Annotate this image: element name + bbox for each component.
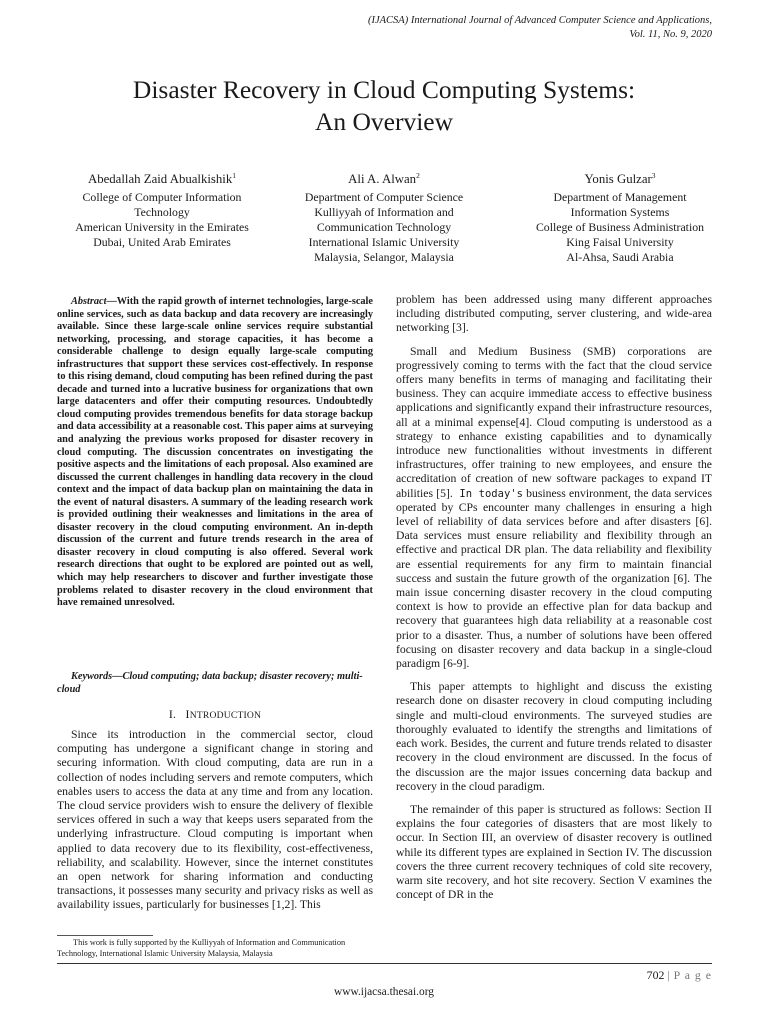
page-number: 702 | P a g e [646, 968, 712, 982]
section-heading-introduction: I. INTRODUCTION [168, 707, 262, 721]
paper-title [40, 74, 728, 138]
abstract-text: —With the rapid growth of internet technologies, large-scale online services, such as data backup and data recovery are increasingly available. Since these large-scale online services require substantial networking, processing, and storage capacities, it has become a considerable challenge to design equally large-scale computing infrastructures that support these services cost-effectively. In response to this rising demand, cloud computing has been refined during the past decade and turned into a lucrative business for organizations that own large datacenters and offer their computing resources. Undoubtedly cloud computing provides tremendous benefits for data storage backup and data accessibility at a reasonable cost. This paper aims at surveying and analyzing the previous works proposed for disaster recovery in cloud computing. The discussion concentrates on investigating the positive aspects and the limitations of each proposal. Also examined are discussed the current challenges in handling data recovery in the cloud context and the impact of data backup plan on maintaining the data in the event of natural disasters. A summary of the leading research work is provided outlining their weaknesses and limitations in the area of disaster recovery in the cloud computing environment. An in-depth discussion of the current and future trends research in the area of disaster recovery in cloud computing is also offered. Several work research directions that ought to be explored are pointed out as well, which may help researchers to discover and further investigate those problems related to disaster recovery in the cloud environment that have remained unresolved. [57, 296, 373, 609]
introduction-body [57, 728, 373, 913]
journal-volume: Vol. 11, No. 9, 2020 [629, 29, 712, 40]
footnote-divider [57, 935, 153, 936]
author-2 [276, 172, 492, 265]
journal-header [152, 14, 712, 42]
author-1 [40, 172, 284, 250]
abstract-label: Abstract [71, 296, 107, 307]
paper-title-line2: An Overview [314, 107, 454, 136]
footnote: This work is fully supported by the Kulliyyah of Information and Communication Technology, International Islamic University Malaysia, Malaysia [57, 938, 346, 958]
footer-divider [57, 963, 712, 964]
right-column-body [396, 293, 712, 902]
keywords: Keywords—Cloud computing; data backup; disaster recovery; multi-cloud [57, 671, 363, 695]
paper-title-line1: Disaster Recovery in Cloud Computing Systems: [132, 75, 636, 104]
paragraph: The remainder of this paper is structured as follows: Section II explains the four categories of disasters that are most likely to occur. In Section III, an overview of disaster recovery is outlined while its different types are explained in Section IV. The discussion covers the three current recovery techniques of cold site recovery, warm site recovery, and hot site recovery. Section V examines the concept of DR in the [396, 802, 712, 902]
author-affiliation: Department of Computer Science Kulliyyah of Information and Communication Technology International Islamic University Malaysia, Selangor, Malaysia [304, 190, 464, 264]
author-name: Yonis Gulzar$^3$ [584, 171, 656, 186]
author-name: Abedallah Zaid Abualkishik$^1$ [87, 171, 237, 186]
author-affiliation: Department of Management Information Systems College of Business Administration King Faisal University Al-Ahsa, Saudi Arabia [535, 190, 705, 264]
journal-name: (IJACSA) International Journal of Advanced Computer Science and Applications, [367, 15, 712, 26]
author-name: Ali A. Alwan$^2$ [348, 171, 420, 186]
paragraph: This paper attempts to highlight and discuss the existing research done on disaster recovery in cloud computing including single and multi-cloud environments. The surveyed studies are thoroughly evaluated to identify the strengths and limitations of each work. Besides, the current and future trends related to disaster recovery in the cloud environment are discussed. In the focus of the discussion are the major issues concerning data backup and recovery in the cloud paradigm. [396, 680, 712, 793]
paragraph: Since its introduction in the commercial sector, cloud computing has undergone a significant change in storing and securing information. With cloud computing, data are run in a collection of nodes including servers and remote computers, which enables users to access the data at any time and from any location. The cloud service providers wish to ensure the delivery of flexible services offered in such a way that keeps users separated from the underlying infrastructure. Cloud computing is important when applied to data recovery due to its flexibility, cost-effectiveness, reliability, and scalability. However, since the internet constitutes an open network for sharing information and conducting transactions, it possesses many security and privacy risks as well as availability issues, particularly for businesses [1,2]. This [57, 728, 373, 912]
journal-website: www.ijacsa.thesai.org [334, 986, 434, 998]
author-3 [510, 172, 730, 265]
abstract [57, 296, 373, 610]
paragraph: Small and Medium Business (SMB) corporations are progressively coming to terms with the fact that the cloud service offers many benefits in terms of managing and facilitating their business. They can acquire immediate access to effective business applications and significantly expand their infrastructure resources, all at a minimal expense[4]. Cloud computing is understood as a strategy to enhance existing capabilities and to dynamically introduce new functionalities without investments in different infrastructures, offer training to new employees, and ensure the accreditation of creation of new software packages to expand IT abilities [5]. In today's business environment, the data services operated by CPs encounter many challenges in ensuring a high level of reliability of data services before and after disasters [6]. Data services must ensure reliability and flexibility through an effective and practical DR plan. The data reliability and flexibility are essential requirements for any firm to maintain financial success and sustain the future growth of the organization [6]. The main issue concerning disaster recovery in the cloud computing context is how to provide an effective plan for data backup and recovery that guarantees high data reliability at a reasonable cost prior to a disaster. Thus, a number of solutions have been offered focusing on disaster recovery and data backup in a single-cloud paradigm [6-9]. [396, 344, 712, 671]
author-affiliation: College of Computer Information Technology American University in the Emirates Dubai, United Arab Emirates [75, 190, 249, 249]
paragraph: problem has been addressed using many different approaches including distributed computing, server clustering, and wide-area networking [3]. [396, 293, 712, 335]
